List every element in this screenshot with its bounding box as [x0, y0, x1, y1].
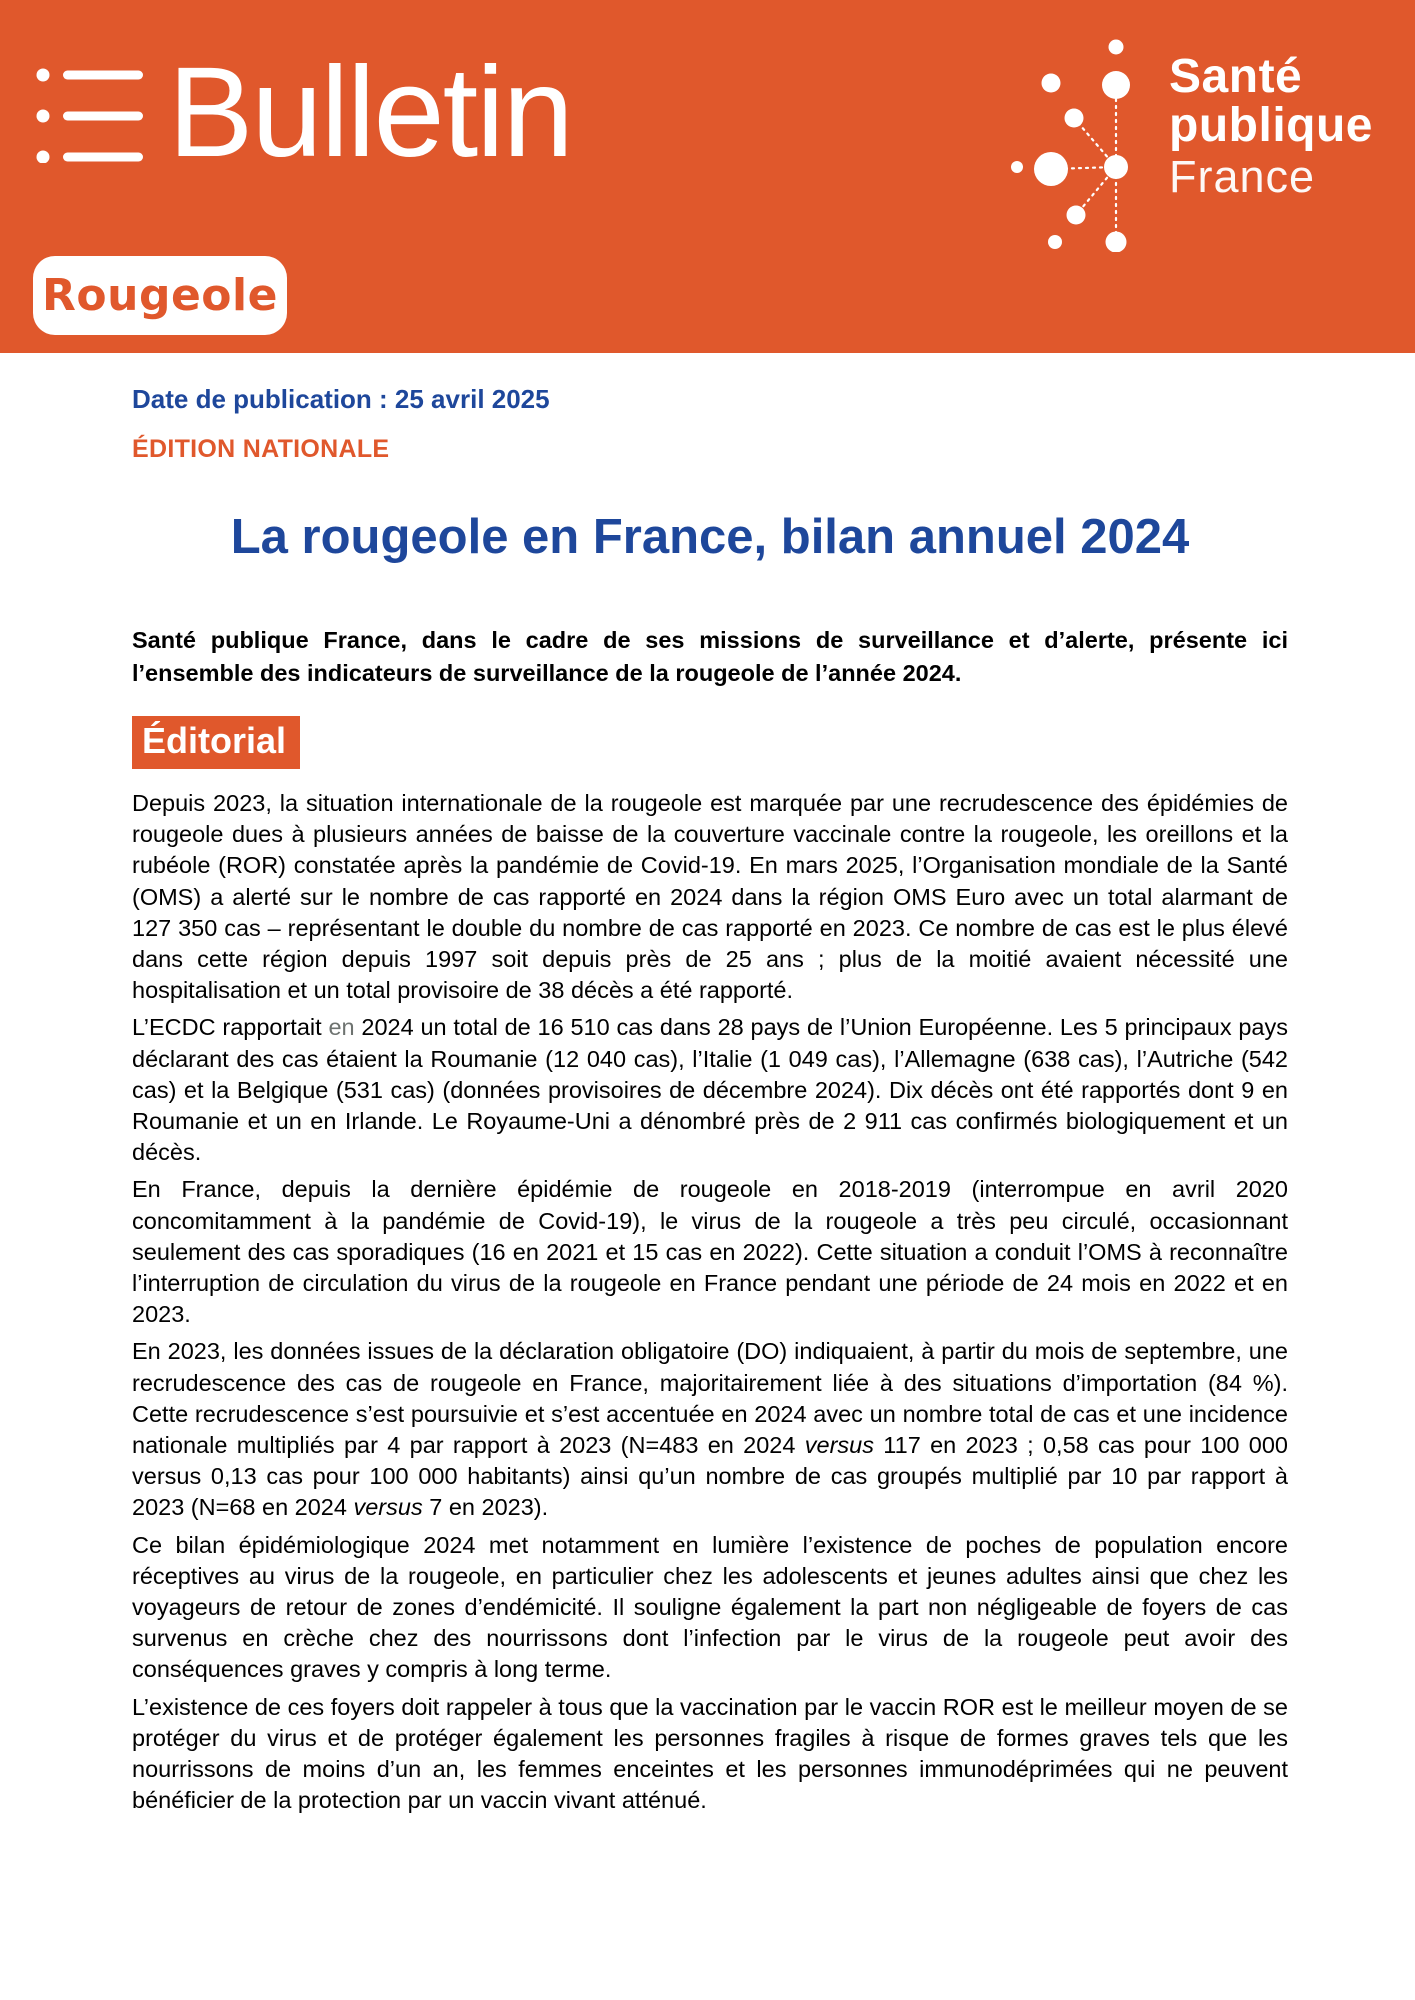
editorial-paragraph-5: Ce bilan épidémiologique 2024 met notamment en lumière l’existence de poches de population encore réceptives au virus de la rougeole, en particulier chez les adolescents et jeunes adultes ainsi que chez les voyageurs de retour de zones d’endémicité. Il souligne également la part non négligeable de foyers de cas survenus en crèche chez des nourrissons dont l’infection par le virus de la rougeole peut avoir des conséquences graves y compris à long terme. — [132, 1531, 1288, 1683]
document-content — [132, 353, 1288, 1823]
bulletin-list-icon — [36, 67, 148, 177]
editorial-paragraph-6: L’existence de ces foyers doit rappeler à tous que la vaccination par le vaccin ROR est le meilleur moyen de se protéger du virus et de protéger également les personnes fragiles à risque de formes graves tels que les nourrissons de moins d’un an, les femmes enceintes et les personnes immunodéprimées qui ne peuvent bénéficier de la protection par un vaccin vivant atténué. — [132, 1693, 1288, 1814]
editorial-paragraph-4: En 2023, les données issues de la déclaration obligatoire (DO) indiquaient, à partir du mois de septembre, une recrudescence des cas de rougeole en France, majoritairement liée à des situations d’importation (84 %). Cette recrudescence s’est poursuivie et s’est accentuée en 2024 avec un nombre total de cas et une incidence nationale multipliés par 4 par rapport à 2023 (N=483 en 2024 versus 117 en 2023 ; 0,58 cas pour 100 000 versus 0,13 cas pour 100 000 habitants) ainsi qu’un nombre de cas groupés multiplié par 10 par rapport à 2023 (N=68 en 2024 versus 7 en 2023). — [132, 1338, 1288, 1521]
spf-logo-line3: France — [1169, 151, 1316, 202]
spf-network-icon — [997, 22, 1147, 252]
publication-date: Date de publication : 25 avril 2025 — [132, 384, 550, 414]
bulletin-wordmark: Bulletin — [168, 41, 572, 184]
bulletin-logo — [36, 41, 572, 184]
editorial-body — [132, 788, 1288, 1817]
spf-logo-line1: Santé — [1169, 50, 1303, 103]
editorial-paragraph-1: Depuis 2023, la situation internationale de la rougeole est marquée par une recrudescence des épidémies de rougeole dues à plusieurs années de baisse de la couverture vaccinale contre la rougeole, les oreillons et la rubéole (ROR) constatée après la pandémie de Covid-19. En mars 2025, l’Organisation mondiale de la Santé (OMS) a alerté sur le nombre de cas rapporté en 2024 dans la région OMS Euro avec un total alarmant de 127 350 cas – représentant le double du nombre de cas rapporté en 2023. Ce nombre de cas est le plus élevé dans cette région depuis 1997 soit depuis près de 25 ans ; plus de la moitié avaient nécessité une hospitalisation et un total provisoire de 38 décès a été rapporté. — [132, 790, 1288, 1004]
spf-logo-text — [1169, 52, 1373, 252]
intro-paragraph: Santé publique France, dans le cadre de ses missions de surveillance et d’alerte, présente ici l’ensemble des indicateurs de surveillance de la rougeole de l’année 2024. — [132, 627, 1288, 686]
editorial-paragraph-3: En France, depuis la dernière épidémie de rougeole en 2018-2019 (interrompue en avril 2020 concomitamment à la pandémie de Covid-19), le virus de la rougeole a très peu circulé, occasionnant seulement des cas sporadiques (16 en 2021 et 15 cas en 2022). Cette situation a conduit l’OMS à reconnaître l’interruption de circulation du virus de la rougeole en France pendant une période de 24 mois en 2022 et en 2023. — [132, 1176, 1288, 1328]
edition-label: ÉDITION NATIONALE — [132, 435, 390, 463]
page-title: La rougeole en France, bilan annuel 2024 — [230, 510, 1190, 564]
spf-logo — [997, 22, 1373, 252]
editorial-paragraph-2: L’ECDC rapportait en 2024 un total de 16 510 cas dans 28 pays de l’Union Européenne. Les 5 principaux pays déclarant des cas étaient la Roumanie (12 040 cas), l’Italie (1 049 cas), l’Allemagne (638 cas), l’Autriche (542 cas) et la Belgique (531 cas) (données provisoires de décembre 2024). Dix décès ont été rapportés dont 9 en Roumanie et un en Irlande. Le Royaume-Uni a dénombré près de 2 911 cas confirmés biologiquement et un décès. — [132, 1014, 1288, 1166]
spf-logo-line2: publique — [1169, 99, 1373, 152]
editorial-heading-row — [132, 716, 1288, 769]
editorial-heading: Éditorial — [132, 716, 300, 769]
header-banner — [0, 0, 1415, 353]
topic-badge-label: Rougeole — [42, 270, 278, 321]
topic-badge — [33, 256, 287, 335]
